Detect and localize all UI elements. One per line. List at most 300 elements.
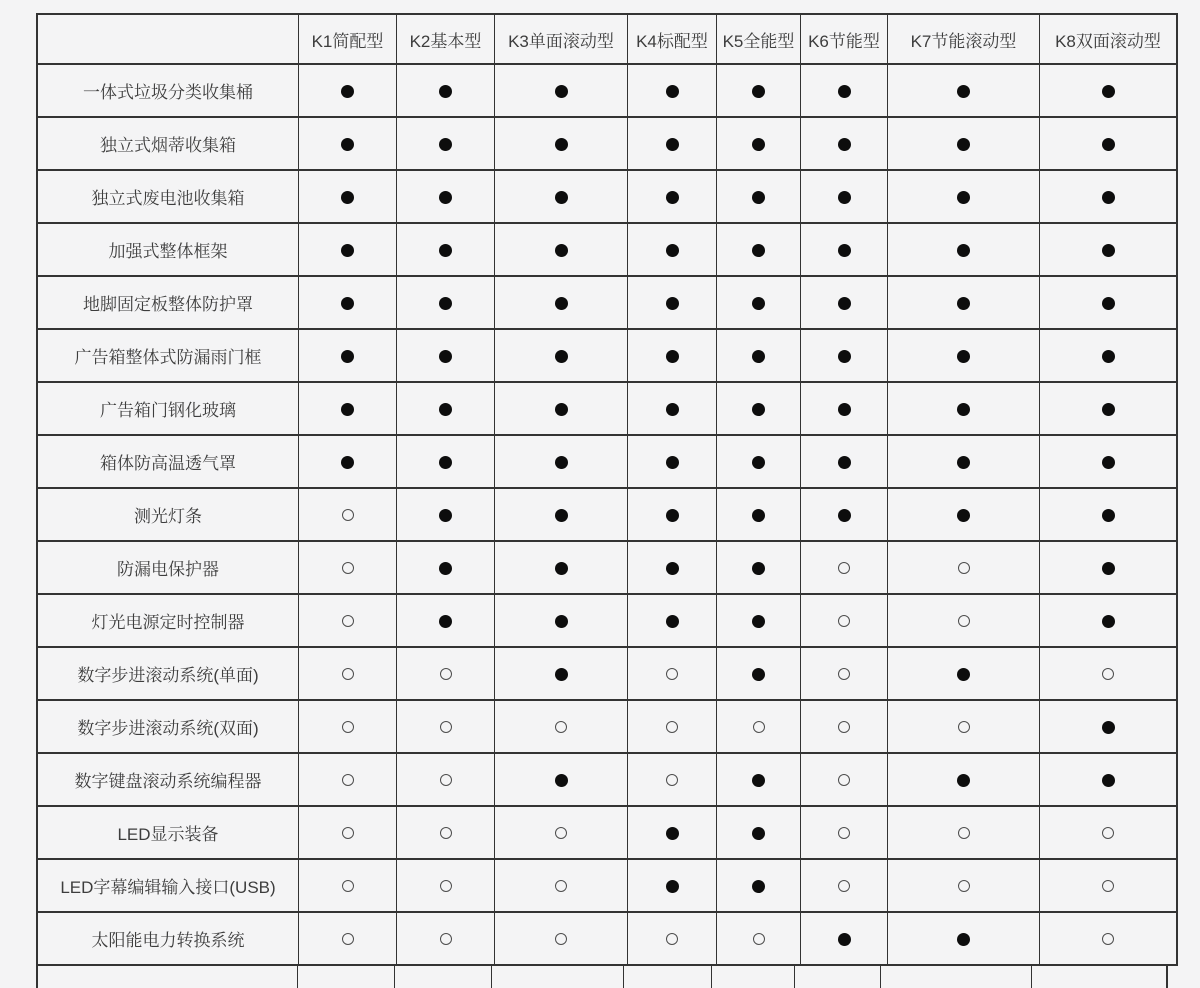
empty-dot-icon: [838, 827, 850, 839]
filled-dot-icon: [439, 297, 452, 310]
feature-cell: [717, 859, 801, 912]
feature-cell: [495, 117, 628, 170]
filled-dot-icon: [838, 244, 851, 257]
table-row: [37, 488, 1177, 541]
filled-dot-icon: [957, 191, 970, 204]
feature-cell: [717, 276, 801, 329]
filled-dot-icon: [666, 827, 679, 840]
filled-dot-icon: [957, 244, 970, 257]
filled-dot-icon: [555, 244, 568, 257]
table-row: [37, 382, 1177, 435]
table-row: [37, 647, 1177, 700]
feature-cell: [1040, 329, 1178, 382]
feature-cell: [1040, 435, 1178, 488]
filled-dot-icon: [341, 244, 354, 257]
feature-cell: [888, 859, 1040, 912]
feature-cell: [888, 329, 1040, 382]
filled-dot-icon: [1102, 350, 1115, 363]
filled-dot-icon: [838, 933, 851, 946]
feature-cell: [888, 488, 1040, 541]
feature-cell: [628, 753, 717, 806]
empty-dot-icon: [838, 562, 850, 574]
column-header: K4标配型: [628, 14, 717, 64]
feature-cell: [801, 382, 888, 435]
empty-dot-icon: [342, 880, 354, 892]
empty-dot-icon: [555, 880, 567, 892]
feature-cell: [717, 329, 801, 382]
filled-dot-icon: [555, 668, 568, 681]
feature-cell: [888, 170, 1040, 223]
filled-dot-icon: [341, 191, 354, 204]
feature-label: 太阳能电力转换系统: [37, 912, 299, 965]
filled-dot-icon: [555, 615, 568, 628]
feature-cell: [628, 276, 717, 329]
feature-cell: [717, 170, 801, 223]
filled-dot-icon: [752, 456, 765, 469]
feature-cell: [299, 594, 397, 647]
feature-cell: [495, 912, 628, 965]
filled-dot-icon: [957, 668, 970, 681]
filled-dot-icon: [957, 509, 970, 522]
empty-dot-icon: [838, 721, 850, 733]
feature-cell: [888, 117, 1040, 170]
empty-dot-icon: [958, 615, 970, 627]
filled-dot-icon: [666, 138, 679, 151]
feature-cell: [495, 435, 628, 488]
feature-cell: [801, 223, 888, 276]
feature-cell: [801, 541, 888, 594]
table-row: [37, 594, 1177, 647]
feature-label: 广告箱门钢化玻璃: [37, 382, 299, 435]
empty-dot-icon: [342, 668, 354, 680]
feature-cell: [628, 382, 717, 435]
filled-dot-icon: [752, 244, 765, 257]
filled-dot-icon: [752, 297, 765, 310]
stub-cell: [38, 966, 298, 988]
filled-dot-icon: [957, 85, 970, 98]
table-row: [37, 912, 1177, 965]
feature-cell: [717, 64, 801, 117]
feature-cell: [299, 488, 397, 541]
filled-dot-icon: [341, 350, 354, 363]
feature-cell: [495, 276, 628, 329]
feature-cell: [299, 806, 397, 859]
filled-dot-icon: [1102, 244, 1115, 257]
feature-cell: [888, 541, 1040, 594]
stub-cell: [298, 966, 395, 988]
feature-cell: [801, 753, 888, 806]
table-row: [37, 117, 1177, 170]
filled-dot-icon: [957, 774, 970, 787]
filled-dot-icon: [957, 138, 970, 151]
feature-cell: [888, 276, 1040, 329]
feature-cell: [397, 594, 495, 647]
table-row: [37, 64, 1177, 117]
feature-label: 防漏电保护器: [37, 541, 299, 594]
filled-dot-icon: [666, 880, 679, 893]
filled-dot-icon: [957, 297, 970, 310]
stub-cell: [795, 966, 881, 988]
feature-cell: [717, 700, 801, 753]
table-row: [37, 541, 1177, 594]
feature-cell: [717, 382, 801, 435]
feature-cell: [1040, 912, 1178, 965]
feature-cell: [299, 170, 397, 223]
filled-dot-icon: [1102, 403, 1115, 416]
empty-dot-icon: [1102, 668, 1114, 680]
feature-label: 箱体防高温透气罩: [37, 435, 299, 488]
feature-cell: [397, 223, 495, 276]
feature-label: LED显示装备: [37, 806, 299, 859]
empty-dot-icon: [666, 933, 678, 945]
filled-dot-icon: [439, 350, 452, 363]
filled-dot-icon: [555, 85, 568, 98]
empty-dot-icon: [440, 721, 452, 733]
empty-dot-icon: [958, 562, 970, 574]
feature-label: 加强式整体框架: [37, 223, 299, 276]
header-row: [37, 14, 1177, 64]
table-bottom-stub: [36, 966, 1168, 988]
filled-dot-icon: [439, 403, 452, 416]
feature-label: LED字幕编辑输入接口(USB): [37, 859, 299, 912]
product-comparison-table: [36, 13, 1178, 966]
feature-cell: [299, 700, 397, 753]
feature-cell: [801, 859, 888, 912]
stub-cell: [712, 966, 795, 988]
feature-cell: [801, 64, 888, 117]
feature-cell: [628, 435, 717, 488]
empty-dot-icon: [440, 880, 452, 892]
filled-dot-icon: [752, 403, 765, 416]
feature-cell: [397, 64, 495, 117]
feature-cell: [397, 488, 495, 541]
empty-dot-icon: [342, 721, 354, 733]
feature-cell: [801, 170, 888, 223]
empty-dot-icon: [838, 668, 850, 680]
filled-dot-icon: [838, 191, 851, 204]
empty-dot-icon: [666, 721, 678, 733]
feature-cell: [628, 64, 717, 117]
filled-dot-icon: [752, 774, 765, 787]
feature-cell: [1040, 647, 1178, 700]
feature-cell: [495, 64, 628, 117]
filled-dot-icon: [439, 509, 452, 522]
filled-dot-icon: [957, 933, 970, 946]
table-row: [37, 435, 1177, 488]
feature-cell: [801, 488, 888, 541]
feature-cell: [397, 435, 495, 488]
table-body: [37, 64, 1177, 965]
feature-cell: [801, 647, 888, 700]
feature-cell: [299, 753, 397, 806]
feature-cell: [495, 753, 628, 806]
feature-cell: [717, 117, 801, 170]
feature-cell: [495, 382, 628, 435]
feature-cell: [397, 541, 495, 594]
empty-dot-icon: [342, 933, 354, 945]
feature-label: 灯光电源定时控制器: [37, 594, 299, 647]
filled-dot-icon: [666, 191, 679, 204]
feature-cell: [628, 170, 717, 223]
table-row: [37, 276, 1177, 329]
column-header: K2基本型: [397, 14, 495, 64]
filled-dot-icon: [341, 297, 354, 310]
feature-cell: [1040, 594, 1178, 647]
column-header: K3单面滚动型: [495, 14, 628, 64]
feature-cell: [628, 117, 717, 170]
filled-dot-icon: [439, 244, 452, 257]
feature-cell: [495, 859, 628, 912]
filled-dot-icon: [838, 403, 851, 416]
feature-cell: [397, 912, 495, 965]
filled-dot-icon: [439, 85, 452, 98]
feature-cell: [495, 223, 628, 276]
filled-dot-icon: [439, 138, 452, 151]
feature-cell: [717, 541, 801, 594]
feature-cell: [801, 700, 888, 753]
feature-cell: [495, 541, 628, 594]
filled-dot-icon: [341, 403, 354, 416]
feature-cell: [628, 700, 717, 753]
feature-cell: [495, 647, 628, 700]
feature-cell: [628, 594, 717, 647]
filled-dot-icon: [752, 668, 765, 681]
feature-cell: [1040, 117, 1178, 170]
empty-dot-icon: [753, 933, 765, 945]
feature-label: 一体式垃圾分类收集桶: [37, 64, 299, 117]
feature-cell: [397, 117, 495, 170]
filled-dot-icon: [555, 403, 568, 416]
feature-cell: [801, 806, 888, 859]
feature-cell: [628, 488, 717, 541]
filled-dot-icon: [666, 244, 679, 257]
feature-cell: [1040, 276, 1178, 329]
table-row: [37, 753, 1177, 806]
stub-cell: [624, 966, 712, 988]
empty-dot-icon: [666, 668, 678, 680]
feature-cell: [628, 329, 717, 382]
filled-dot-icon: [555, 562, 568, 575]
feature-cell: [495, 806, 628, 859]
empty-dot-icon: [555, 721, 567, 733]
filled-dot-icon: [555, 191, 568, 204]
feature-cell: [628, 912, 717, 965]
table-row: [37, 700, 1177, 753]
feature-cell: [888, 753, 1040, 806]
feature-cell: [397, 859, 495, 912]
filled-dot-icon: [555, 350, 568, 363]
empty-dot-icon: [440, 933, 452, 945]
filled-dot-icon: [752, 562, 765, 575]
empty-dot-icon: [342, 774, 354, 786]
feature-label: 广告箱整体式防漏雨门框: [37, 329, 299, 382]
feature-cell: [717, 806, 801, 859]
empty-dot-icon: [958, 721, 970, 733]
empty-dot-icon: [440, 827, 452, 839]
feature-cell: [801, 276, 888, 329]
empty-dot-icon: [1102, 827, 1114, 839]
filled-dot-icon: [838, 85, 851, 98]
filled-dot-icon: [957, 350, 970, 363]
feature-cell: [1040, 806, 1178, 859]
feature-label: 独立式废电池收集箱: [37, 170, 299, 223]
stub-cell: [395, 966, 492, 988]
filled-dot-icon: [1102, 774, 1115, 787]
filled-dot-icon: [666, 85, 679, 98]
column-header: K1简配型: [299, 14, 397, 64]
feature-label: 地脚固定板整体防护罩: [37, 276, 299, 329]
empty-dot-icon: [342, 509, 354, 521]
feature-cell: [1040, 170, 1178, 223]
feature-cell: [397, 382, 495, 435]
filled-dot-icon: [752, 350, 765, 363]
feature-cell: [299, 382, 397, 435]
feature-cell: [888, 435, 1040, 488]
feature-cell: [1040, 382, 1178, 435]
column-header: K5全能型: [717, 14, 801, 64]
filled-dot-icon: [1102, 721, 1115, 734]
empty-dot-icon: [555, 933, 567, 945]
feature-cell: [801, 594, 888, 647]
feature-cell: [397, 170, 495, 223]
feature-cell: [888, 382, 1040, 435]
filled-dot-icon: [838, 138, 851, 151]
feature-cell: [717, 912, 801, 965]
feature-cell: [299, 912, 397, 965]
empty-dot-icon: [555, 827, 567, 839]
feature-cell: [397, 700, 495, 753]
filled-dot-icon: [752, 880, 765, 893]
empty-dot-icon: [753, 721, 765, 733]
filled-dot-icon: [555, 138, 568, 151]
empty-dot-icon: [1102, 880, 1114, 892]
feature-cell: [628, 859, 717, 912]
filled-dot-icon: [838, 456, 851, 469]
feature-cell: [888, 64, 1040, 117]
table-row: [37, 170, 1177, 223]
table-row: [37, 223, 1177, 276]
table-row: [37, 329, 1177, 382]
filled-dot-icon: [555, 509, 568, 522]
filled-dot-icon: [752, 191, 765, 204]
feature-cell: [495, 700, 628, 753]
filled-dot-icon: [1102, 138, 1115, 151]
table-row: [37, 806, 1177, 859]
stub-cell: [1032, 966, 1168, 988]
column-header: K7节能滚动型: [888, 14, 1040, 64]
feature-cell: [1040, 859, 1178, 912]
column-header: K8双面滚动型: [1040, 14, 1178, 64]
feature-cell: [299, 276, 397, 329]
feature-cell: [397, 806, 495, 859]
empty-dot-icon: [958, 880, 970, 892]
feature-cell: [495, 594, 628, 647]
feature-cell: [299, 541, 397, 594]
feature-cell: [397, 753, 495, 806]
feature-cell: [628, 541, 717, 594]
filled-dot-icon: [555, 456, 568, 469]
filled-dot-icon: [1102, 562, 1115, 575]
filled-dot-icon: [666, 350, 679, 363]
filled-dot-icon: [1102, 509, 1115, 522]
filled-dot-icon: [439, 191, 452, 204]
feature-cell: [495, 329, 628, 382]
feature-cell: [299, 329, 397, 382]
filled-dot-icon: [1102, 297, 1115, 310]
filled-dot-icon: [752, 85, 765, 98]
stub-cell: [492, 966, 624, 988]
feature-cell: [888, 700, 1040, 753]
feature-cell: [495, 488, 628, 541]
filled-dot-icon: [341, 456, 354, 469]
feature-cell: [1040, 541, 1178, 594]
feature-cell: [888, 806, 1040, 859]
filled-dot-icon: [666, 615, 679, 628]
filled-dot-icon: [439, 615, 452, 628]
filled-dot-icon: [666, 403, 679, 416]
feature-cell: [397, 329, 495, 382]
filled-dot-icon: [1102, 456, 1115, 469]
filled-dot-icon: [666, 509, 679, 522]
empty-dot-icon: [1102, 933, 1114, 945]
feature-cell: [801, 912, 888, 965]
empty-dot-icon: [342, 562, 354, 574]
empty-dot-icon: [342, 615, 354, 627]
filled-dot-icon: [439, 456, 452, 469]
empty-dot-icon: [838, 880, 850, 892]
empty-dot-icon: [958, 827, 970, 839]
filled-dot-icon: [1102, 615, 1115, 628]
feature-cell: [299, 859, 397, 912]
feature-cell: [888, 912, 1040, 965]
feature-cell: [888, 223, 1040, 276]
feature-cell: [717, 488, 801, 541]
empty-dot-icon: [440, 668, 452, 680]
feature-label: 测光灯条: [37, 488, 299, 541]
filled-dot-icon: [838, 297, 851, 310]
feature-label: 独立式烟蒂收集箱: [37, 117, 299, 170]
feature-cell: [628, 223, 717, 276]
filled-dot-icon: [752, 509, 765, 522]
feature-cell: [1040, 223, 1178, 276]
filled-dot-icon: [957, 456, 970, 469]
feature-cell: [717, 435, 801, 488]
feature-cell: [717, 594, 801, 647]
feature-cell: [888, 647, 1040, 700]
feature-cell: [801, 435, 888, 488]
feature-cell: [299, 117, 397, 170]
filled-dot-icon: [1102, 191, 1115, 204]
filled-dot-icon: [752, 827, 765, 840]
filled-dot-icon: [555, 297, 568, 310]
feature-label: 数字步进滚动系统(单面): [37, 647, 299, 700]
feature-cell: [717, 753, 801, 806]
feature-cell: [299, 647, 397, 700]
feature-cell: [888, 594, 1040, 647]
filled-dot-icon: [341, 138, 354, 151]
feature-cell: [1040, 700, 1178, 753]
feature-cell: [1040, 753, 1178, 806]
filled-dot-icon: [555, 774, 568, 787]
feature-cell: [299, 64, 397, 117]
filled-dot-icon: [666, 456, 679, 469]
feature-label: 数字步进滚动系统(双面): [37, 700, 299, 753]
column-header: K6节能型: [801, 14, 888, 64]
filled-dot-icon: [752, 138, 765, 151]
feature-label: 数字键盘滚动系统编程器: [37, 753, 299, 806]
feature-cell: [1040, 488, 1178, 541]
feature-cell: [397, 276, 495, 329]
